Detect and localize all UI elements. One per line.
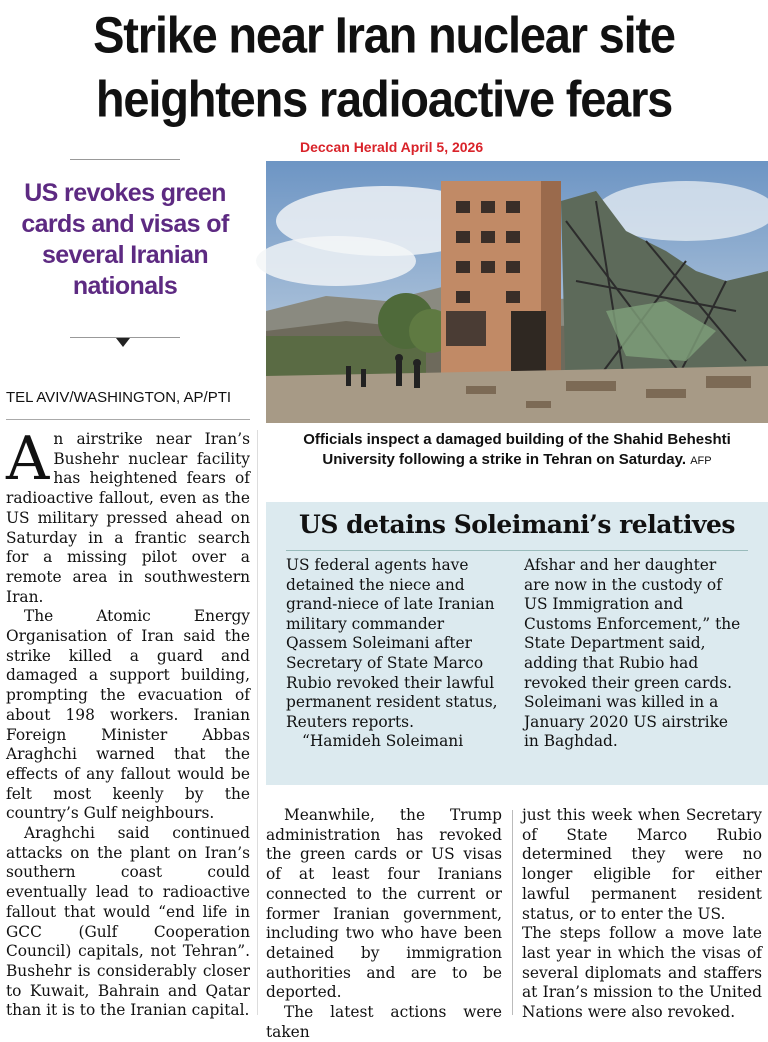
visa-story-paragraph: Meanwhile, the Trump administration has revoked the green cards or US visas of at least four Iranians connected to the current or former Iranian government, including two who have been detained by immigration authorities and are to be deported. <box>266 806 502 1002</box>
main-story-paragraph: An airstrike near Iran’s Bushehr nuclear facility has heightened fears of radioactive fallout, even as the US military pressed ahead on Saturday in a frantic search for a missing pilot over a remote area in southwestern Iran. <box>6 424 250 606</box>
boxed-story-title: US detains Soleimani’s relatives <box>299 510 735 539</box>
divider <box>6 419 250 420</box>
boxed-story-paragraph: US federal agents have detained the niece and grand-niece of late Iranian military commander Qassem Soleimani after Secretary of State Marco Rubio revoked their lawful permanent resident status, Reuters reports. <box>286 556 498 731</box>
boxed-story-paragraph: Soleimani was killed in a January 2020 US airstrike in Baghdad. <box>524 693 729 751</box>
headline-line-1: Strike near Iran nuclear site <box>93 5 675 64</box>
column-divider <box>512 810 513 1015</box>
damaged-building-illustration <box>266 161 768 423</box>
caption-text: Officials inspect a damaged building of the Shahid Beheshti University following a strike in Tehran on Saturday. <box>303 431 731 468</box>
visa-story-paragraph: The latest actions were taken <box>266 1003 502 1041</box>
drop-cap: A <box>6 424 50 494</box>
dateline: TEL AVIV/WASHINGTON, AP/PTI <box>6 389 232 406</box>
publication-credit: Deccan Herald April 5, 2026 <box>300 139 484 155</box>
headline-line-2: heightens radioactive fears <box>95 69 673 128</box>
boxed-story-column <box>286 556 504 752</box>
boxed-story-paragraph: Afshar and her daughter are now in the custody of US Immigration and Customs Enforcement,” the State Department said, adding that Rubio had revoked their green cards. <box>524 556 741 692</box>
photo-source: AFP <box>690 455 712 467</box>
visa-story-paragraph: The steps follow a move late last year in which the visas of several diplomats and staffers at Iran’s mission to the United Nations were also revoked. <box>522 924 762 1022</box>
main-story-paragraph: The Atomic Energy Organisation of Iran said the strike killed a guard and damaged a support building, prompting the evacuation of about 198 workers. Iranian Foreign Minister Abbas Araghchi warned that the effects of any fallout would be felt most keenly by the country’s Gulf neighbours. <box>6 607 250 823</box>
photo-caption <box>266 430 768 471</box>
visa-story-paragraph: just this week when Secretary of State Marco Rubio determined they were no longer eligible for either lawful permanent resident status, or to enter the US. <box>522 806 762 923</box>
divider <box>70 159 180 160</box>
divider <box>286 550 748 551</box>
news-photo <box>266 161 768 423</box>
boxed-story-column <box>524 556 742 752</box>
visa-story-column <box>522 806 762 1023</box>
triangle-pointer-icon <box>116 338 130 347</box>
visa-story-column <box>266 806 502 1042</box>
column-divider <box>257 430 258 1015</box>
boxed-story-paragraph: “Hamideh Soleimani <box>302 732 464 751</box>
main-story-column <box>6 424 250 1021</box>
sidebar-subhead: US revokes green cards and visas of several Iranian nationals <box>21 179 229 300</box>
boxed-story <box>266 502 768 785</box>
main-story-paragraph: Araghchi said continued attacks on the plant on Iran’s southern coast could eventually lead to radioactive fallout that would “end life in GCC (Gulf Cooperation Council) capitals, not Tehran”. Bushehr is considerably closer to Kuwait, Bahrain and Qatar than it is to the Iranian capital. <box>6 824 250 1020</box>
